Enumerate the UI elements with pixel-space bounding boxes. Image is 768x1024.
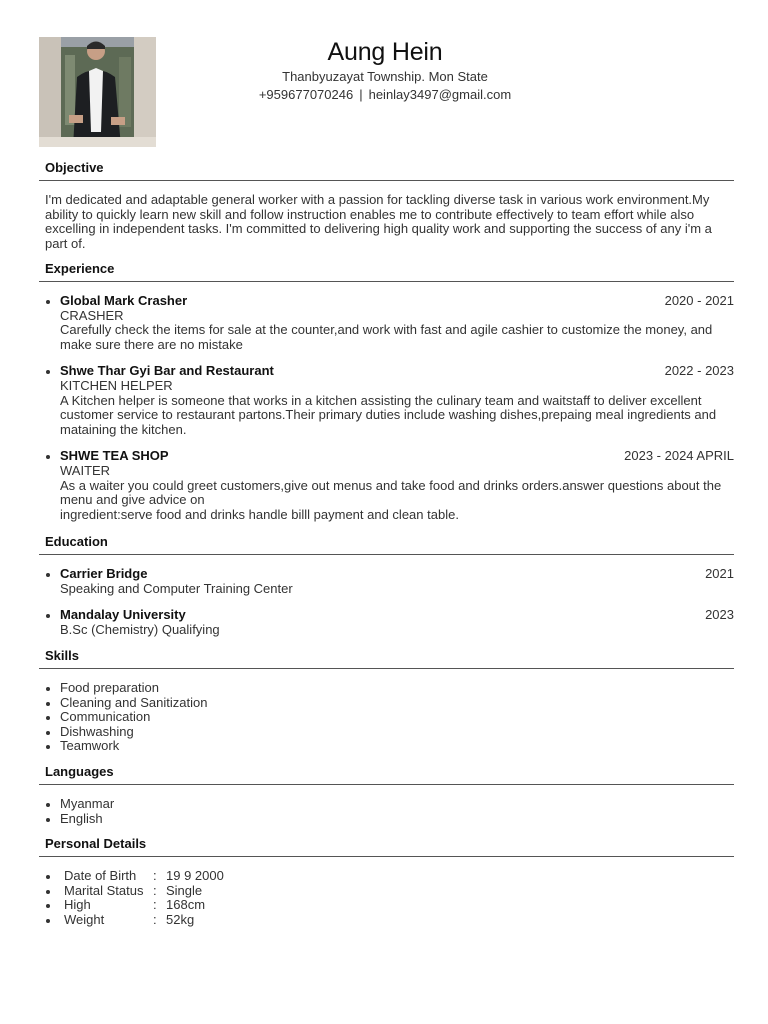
section-title-education: Education (45, 534, 108, 549)
skills-section (39, 648, 734, 754)
employment-dates: 2023 - 2024 APRIL (624, 448, 734, 464)
section-divider (39, 784, 734, 785)
detail-label: Marital Status (64, 882, 144, 898)
language-item: Myanmar (39, 797, 734, 812)
job-description: As a waiter you could greet customers,give out menus and take food and drinks orders.answer questions about the menu and give advice on (60, 477, 722, 508)
objective-section (39, 160, 734, 251)
education-item (39, 608, 734, 637)
institution: Mandalay University (60, 607, 186, 623)
detail-value: 19 9 2000 (166, 868, 224, 883)
skill-item: Communication (39, 710, 734, 725)
profile-photo (39, 37, 156, 147)
employer: Shwe Thar Gyi Bar and Restaurant (60, 363, 274, 379)
languages-list (39, 797, 734, 826)
experience-list (39, 294, 734, 522)
skills-list (39, 681, 734, 754)
job-title: WAITER (60, 462, 111, 478)
detail-row (39, 913, 734, 928)
section-divider (39, 180, 734, 181)
contact-separator: | (359, 87, 363, 102)
phone: +959677070246 (258, 87, 354, 102)
section-divider (39, 668, 734, 669)
section-divider (39, 856, 734, 857)
personal-details-list (39, 869, 734, 927)
detail-label: Weight (64, 911, 105, 927)
institution: Carrier Bridge (60, 566, 148, 581)
job-description: Carefully check the items for sale at the counter,and work with fast and agile cashier to customize the money, and make sure there are no mistake (60, 322, 713, 352)
address: Thanbyuzayat Township. Mon State (282, 69, 488, 84)
detail-colon: : (153, 897, 157, 913)
email: heinlay3497@gmail.com (368, 87, 512, 102)
language-item: English (39, 812, 734, 827)
section-divider (39, 281, 734, 282)
detail-label: High (64, 897, 91, 913)
employment-dates: 2020 - 2021 (664, 293, 734, 308)
employment-dates: 2022 - 2023 (664, 363, 734, 379)
experience-item (39, 364, 734, 437)
experience-item (39, 449, 734, 522)
detail-colon: : (153, 882, 157, 898)
section-title-personal-details: Personal Details (45, 836, 147, 851)
objective-text: I'm dedicated and adaptable general worker with a passion for tackling diverse task in various work environment.My ability to quickly learn new skill and follow instruction enables me to contribute effectively to team effort while also excelling in independent tasks. I'm committed to delivering high quality work and supporting the success of any i'm a part of. (45, 192, 712, 251)
experience-item (39, 294, 734, 352)
detail-row (39, 898, 734, 913)
detail-label: Date of Birth (64, 868, 137, 883)
job-description: A Kitchen helper is someone that works in a kitchen assisting the culinary team and waitstaff to deliver excellent customer service to restaurant partons.Their primary duties include washing dishes,prepaing meal ingredients and mataining the kitchen. (60, 392, 717, 437)
experience-section (39, 261, 734, 534)
contact-line (200, 86, 570, 104)
skill-item: Dishwashing (39, 725, 734, 740)
detail-value: 52kg (166, 911, 195, 927)
skill-item: Food preparation (39, 681, 734, 696)
section-title-skills: Skills (45, 648, 79, 663)
detail-value: Single (166, 882, 203, 898)
section-title-experience: Experience (45, 261, 115, 276)
skill-item: Cleaning and Sanitization (39, 696, 734, 711)
job-title: CRASHER (60, 307, 124, 323)
detail-row (39, 869, 734, 884)
skill-item: Teamwork (39, 739, 734, 754)
detail-colon: : (153, 911, 157, 927)
detail-value: 168cm (166, 897, 206, 913)
education-detail: Speaking and Computer Training Center (60, 580, 293, 596)
job-description-continued: ingredient:serve food and drinks handle billl payment and clean table. (60, 506, 459, 522)
languages-section (39, 764, 734, 826)
section-title-objective: Objective (45, 160, 104, 175)
education-year: 2023 (705, 607, 734, 623)
detail-row (39, 884, 734, 899)
education-year: 2021 (705, 566, 734, 581)
employer: SHWE TEA SHOP (60, 448, 169, 464)
education-section (39, 534, 734, 649)
job-title: KITCHEN HELPER (60, 377, 173, 393)
personal-details-section (39, 836, 734, 927)
education-detail: B.Sc (Chemistry) Qualifying (60, 621, 220, 637)
section-title-languages: Languages (45, 764, 114, 779)
section-divider (39, 554, 734, 555)
detail-colon: : (153, 868, 157, 883)
education-list (39, 567, 734, 637)
employer: Global Mark Crasher (60, 293, 188, 308)
education-item (39, 567, 734, 596)
resume-header (200, 36, 570, 104)
candidate-name: Aung Hein (327, 38, 443, 66)
